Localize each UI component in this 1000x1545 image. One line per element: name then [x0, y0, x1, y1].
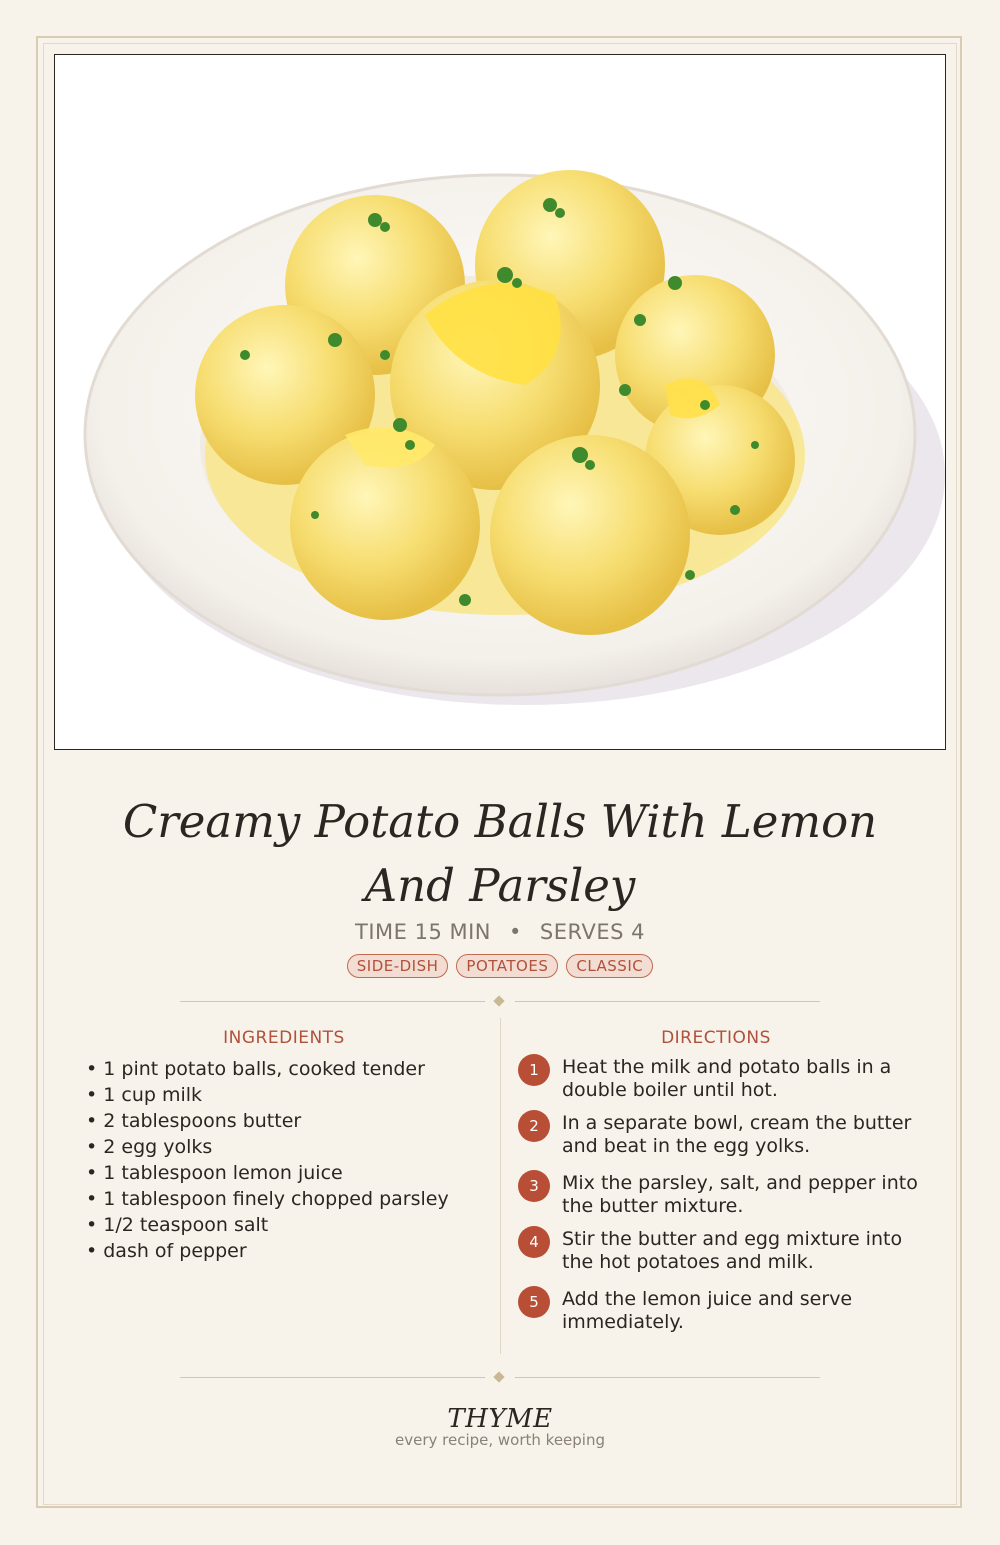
diamond-ornament-icon: [493, 1371, 504, 1382]
tag-potatoes[interactable]: POTATOES: [456, 954, 558, 978]
ingredient-item: • 1 tablespoon finely chopped parsley: [86, 1186, 449, 1212]
recipe-title: Creamy Potato Balls With Lemon And Parsley: [122, 795, 878, 912]
step-text: Heat the milk and potato balls in a double boiler until hot.: [562, 1056, 892, 1101]
ingredient-item: • 1 cup milk: [86, 1082, 449, 1108]
step-number-badge: 1: [518, 1054, 550, 1086]
ingredient-item: • 2 tablespoons butter: [86, 1108, 449, 1134]
brand-logo: THYME: [447, 1404, 553, 1434]
bottom-divider: [180, 1371, 820, 1385]
step-number-badge: 5: [518, 1286, 550, 1318]
time-label: TIME 15 MIN: [355, 920, 492, 944]
tag-classic[interactable]: CLASSIC: [566, 954, 653, 978]
column-separator: [500, 1018, 501, 1354]
recipe-photo: [54, 54, 946, 750]
potato-balls-illustration: [55, 55, 945, 749]
recipe-meta: [0, 920, 1000, 944]
tag-list: [0, 954, 1000, 978]
ingredient-item: • 2 egg yolks: [86, 1134, 449, 1160]
step-number-badge: 2: [518, 1110, 550, 1142]
brand-tagline: every recipe, worth keeping: [394, 1431, 605, 1449]
ingredient-item: • dash of pepper: [86, 1238, 449, 1264]
ingredients-list: [86, 1056, 449, 1264]
step-number-badge: 4: [518, 1226, 550, 1258]
ingredient-item: • 1 pint potato balls, cooked tender: [86, 1056, 449, 1082]
ingredient-item: • 1/2 teaspoon salt: [86, 1212, 449, 1238]
meta-separator: •: [509, 920, 522, 944]
step-number-badge: 3: [518, 1170, 550, 1202]
step-text: Stir the butter and egg mixture into the hot potatoes and milk.: [562, 1228, 903, 1273]
step-text: In a separate bowl, cream the butter and beat in the egg yolks.: [562, 1112, 912, 1157]
step-text: Add the lemon juice and serve immediately.: [562, 1288, 853, 1333]
serves-label: SERVES 4: [539, 920, 645, 944]
top-divider: [180, 995, 820, 1009]
ingredients-heading: INGREDIENTS: [223, 1028, 345, 1048]
directions-heading: DIRECTIONS: [661, 1028, 771, 1048]
step-text: Mix the parsley, salt, and pepper into the butter mixture.: [562, 1172, 918, 1217]
tag-side-dish[interactable]: SIDE-DISH: [347, 954, 449, 978]
diamond-ornament-icon: [493, 995, 504, 1006]
ingredient-item: • 1 tablespoon lemon juice: [86, 1160, 449, 1186]
